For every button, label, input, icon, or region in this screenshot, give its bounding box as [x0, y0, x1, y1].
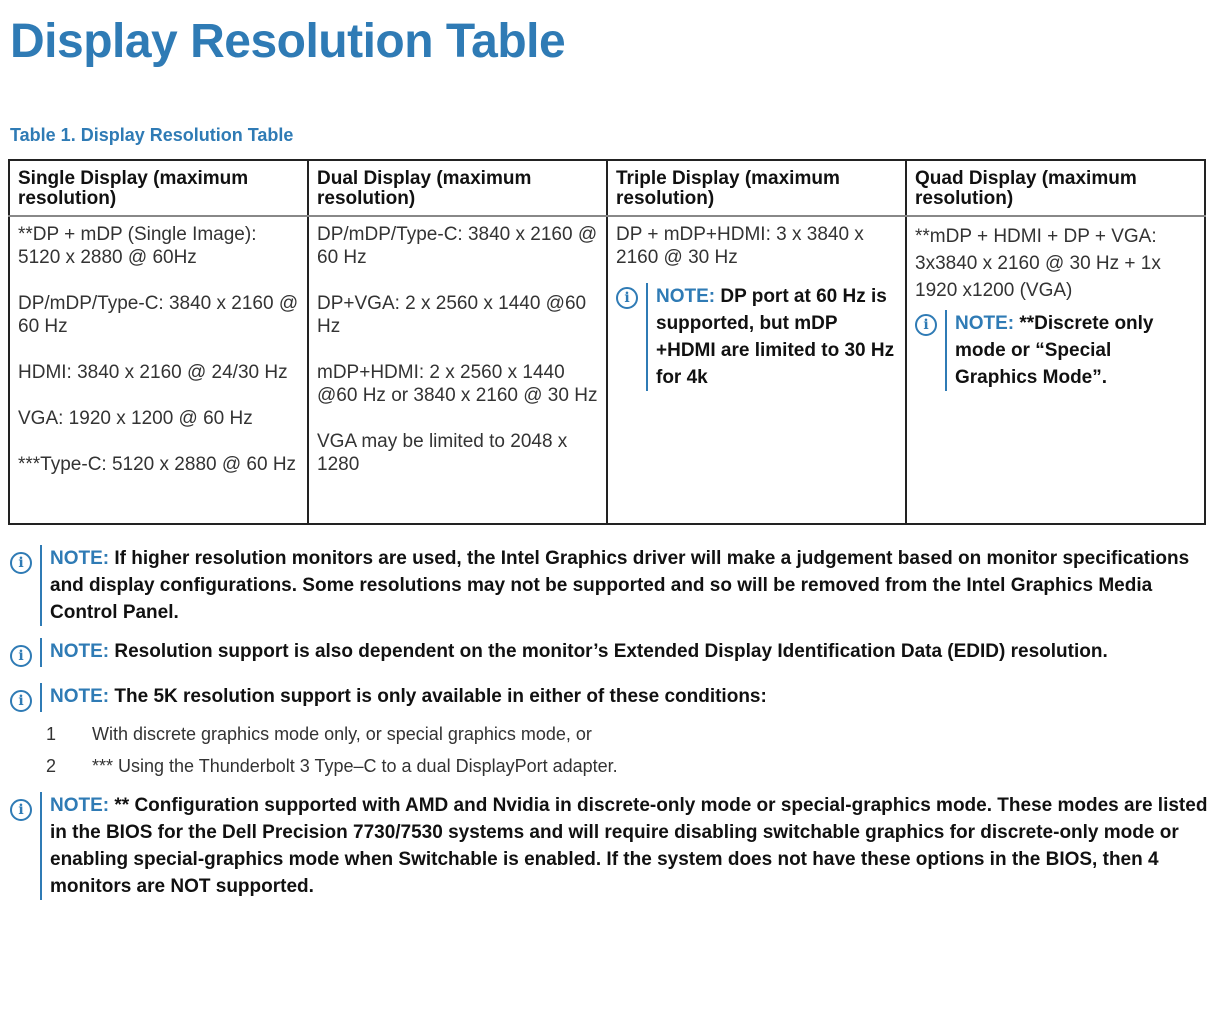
cell-triple-display	[607, 216, 906, 524]
dual-line-3: mDP+HDMI: 2 x 2560 x 1440 @60 Hz or 3840 x 2160 @ 30 Hz	[317, 362, 598, 406]
note-2-text	[40, 638, 1208, 667]
list-item-number: 2	[46, 756, 57, 776]
notes-section	[8, 545, 1208, 912]
note-4	[8, 792, 1208, 900]
info-circle-icon: i	[10, 690, 32, 712]
note-label: NOTE:	[50, 795, 110, 816]
note-2	[8, 638, 1208, 667]
note-body: If higher resolution monitors are used, the Intel Graphics driver will make a judgement based on monitor specifications and display configurations. Some resolutions may not be supported and so will be removed from the Intel Graphics Media Control Panel.	[50, 548, 1190, 623]
quad-note	[915, 310, 1196, 391]
single-line-4: VGA: 1920 x 1200 @ 60 Hz	[18, 408, 253, 429]
cell-single-display	[9, 216, 308, 524]
info-circle-icon: i	[616, 287, 638, 309]
table-caption: Table 1. Display Resolution Table	[10, 125, 294, 145]
dual-line-2: DP+VGA: 2 x 2560 x 1440 @60 Hz	[317, 293, 587, 337]
single-line-3: HDMI: 3840 x 2160 @ 24/30 Hz	[18, 362, 288, 383]
triple-note	[616, 283, 897, 391]
info-circle-icon: i	[10, 645, 32, 667]
conditions-list	[46, 718, 1208, 782]
page-title: Display Resolution Table	[10, 15, 566, 68]
quad-note-text	[945, 310, 1196, 391]
note-body: **Discrete only mode or “Special Graphics Mode”.	[955, 313, 1154, 388]
info-circle-icon: i	[10, 552, 32, 574]
note-1	[8, 545, 1208, 626]
header-triple-display: Triple Display (maximum resolution)	[607, 160, 906, 216]
note-1-text	[40, 545, 1208, 626]
list-item-number: 1	[46, 724, 57, 744]
cell-quad-display	[906, 216, 1205, 524]
note-4-text	[40, 792, 1208, 900]
note-label: NOTE:	[50, 548, 110, 569]
dual-line-4: VGA may be limited to 2048 x 1280	[317, 431, 568, 475]
header-single-display: Single Display (maximum resolution)	[9, 160, 308, 216]
list-item	[46, 750, 1208, 782]
info-circle-icon: i	[915, 314, 937, 336]
note-body: The 5K resolution support is only available in either of these conditions:	[114, 686, 767, 707]
table-header-row	[9, 160, 1205, 216]
single-line-5: ***Type-C: 5120 x 2880 @ 60 Hz	[18, 454, 297, 475]
note-label: NOTE:	[955, 313, 1015, 334]
note-3	[8, 683, 1208, 712]
list-item	[46, 718, 1208, 750]
dual-line-1: DP/mDP/Type-C: 3840 x 2160 @ 60 Hz	[317, 224, 598, 268]
info-circle-icon: i	[10, 799, 32, 821]
quad-line-1: **mDP + HDMI + DP + VGA: 3x3840 x 2160 @ 30 Hz + 1x 1920 x1200 (VGA)	[915, 226, 1161, 301]
note-body: ** Configuration supported with AMD and Nvidia in discrete-only mode or special-graphics mode. These modes are listed in the BIOS for the Dell Precision 7730/7530 systems and will require disabling switchable graphics for discrete-only mode or enabling special-graphics mode when Switchable is enabled. If the system does not have these options in the BIOS, then 4 monitors are NOT supported.	[50, 795, 1208, 897]
table-row	[9, 216, 1205, 524]
list-item-text: With discrete graphics mode only, or special graphics mode, or	[92, 724, 592, 744]
note-body: Resolution support is also dependent on the monitor’s Extended Display Identification Data (EDID) resolution.	[114, 641, 1108, 662]
note-body: DP port at 60 Hz is supported, but mDP +HDMI are limited to 30 Hz for 4k	[656, 286, 895, 388]
header-quad-display: Quad Display (maximum resolution)	[906, 160, 1205, 216]
display-resolution-table	[8, 159, 1206, 525]
note-label: NOTE:	[50, 686, 110, 707]
header-dual-display: Dual Display (maximum resolution)	[308, 160, 607, 216]
note-label: NOTE:	[656, 286, 716, 307]
cell-dual-display	[308, 216, 607, 524]
note-3-text	[40, 683, 1208, 712]
note-label: NOTE:	[50, 641, 110, 662]
single-line-1: **DP + mDP (Single Image): 5120 x 2880 @ 60Hz	[18, 224, 257, 268]
list-item-text: *** Using the Thunderbolt 3 Type–C to a dual DisplayPort adapter.	[92, 756, 618, 776]
triple-line-1: DP + mDP+HDMI: 3 x 3840 x 2160 @ 30 Hz	[616, 224, 864, 268]
triple-note-text	[646, 283, 897, 391]
single-line-2: DP/mDP/Type-C: 3840 x 2160 @ 60 Hz	[18, 293, 299, 337]
